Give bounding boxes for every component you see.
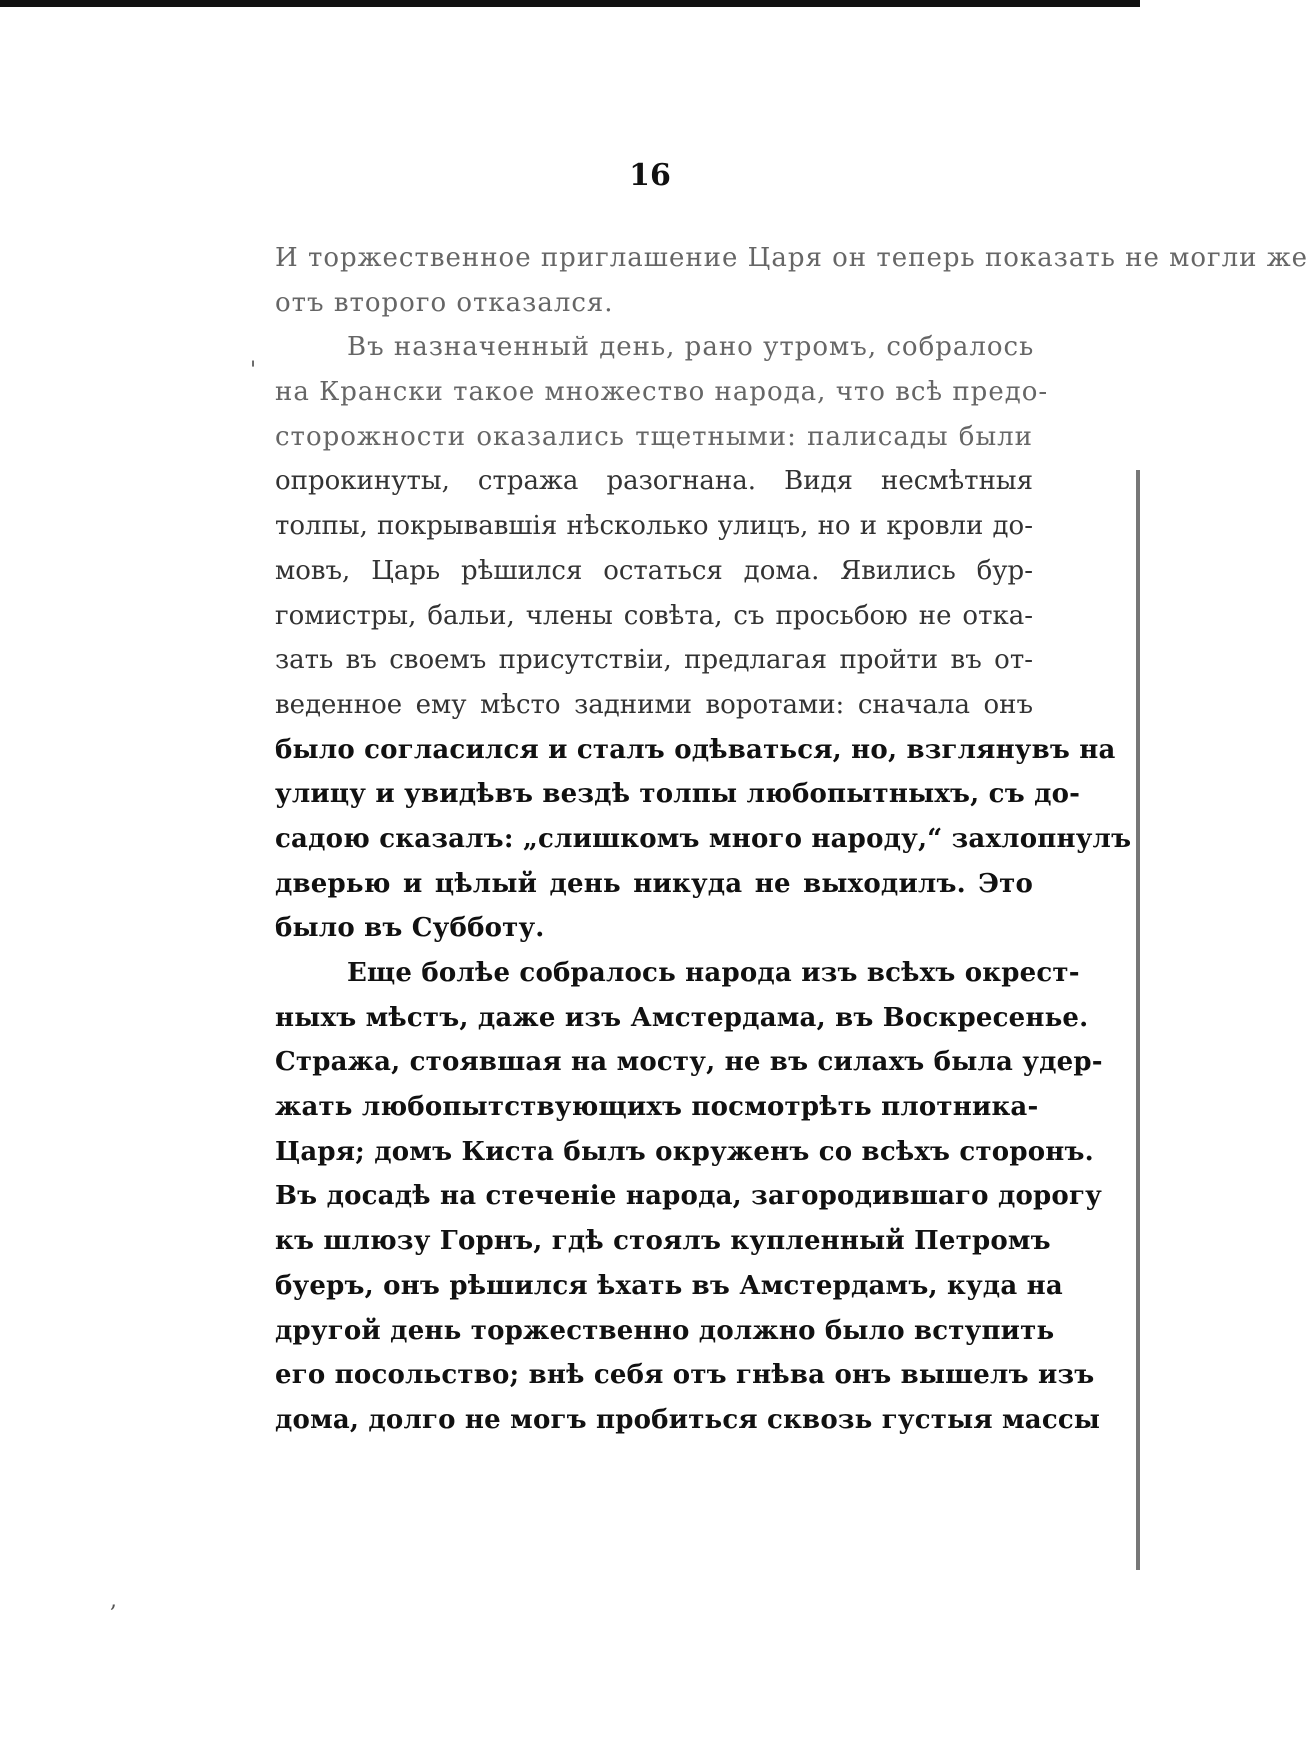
top-border-rule: [0, 0, 1140, 7]
text-line: къ шлюзу Горнъ, гдѣ стоялъ купленный Петромъ: [275, 1226, 1051, 1257]
text-line: И торжественное приглашение Царя он теперь показать не могли же: [275, 243, 1308, 273]
stray-mark: ,: [110, 1588, 117, 1613]
text-line: Стража, стоявшая на мосту, не въ силахъ была удер-: [275, 1047, 1103, 1078]
right-border-rule: [1136, 470, 1140, 1570]
text-line: отъ второго отказался.: [275, 287, 614, 318]
text-line: Въ назначенный день, рано утромъ, собралось: [347, 332, 1035, 363]
text-line: дома, долго не могъ пробиться сквозь густыя массы: [275, 1404, 1101, 1435]
text-line: сторожности оказались тщетными: палисады были: [275, 421, 1033, 452]
text-line: было согласился и сталъ одѣваться, но, взглянувъ на: [275, 734, 1116, 765]
text-line: толпы, покрывавшія нѣсколько улицъ, но и кровли до-: [275, 511, 1033, 542]
text-line: садою сказалъ: „слишкомъ много народу,“ захлопнулъ: [275, 823, 1132, 854]
text-line: жать любопытствующихъ посмотрѣть плотника-: [275, 1092, 1039, 1123]
text-line: его посольство; внѣ себя отъ гнѣва онъ вышелъ изъ: [275, 1360, 1095, 1391]
text-line: Въ досадѣ на стеченіе народа, загородившаго дорогу: [275, 1181, 1102, 1212]
text-line: дверью и цѣлый день никуда не выходилъ. Это: [275, 868, 1033, 899]
text-line: опрокинуты, стража разогнана. Видя несмѣтныя: [275, 466, 1033, 497]
text-line: было въ Субботу.: [275, 913, 545, 944]
page-number: 16: [629, 158, 671, 193]
text-line: буеръ, онъ рѣшился ѣхать въ Амстердамъ, куда на: [275, 1270, 1063, 1301]
text-line: зать въ своемъ присутствіи, предлагая пройти въ от-: [275, 645, 1033, 676]
text-line: улицу и увидѣвъ вездѣ толпы любопытныхъ, съ до-: [275, 779, 1081, 810]
text-line: гомистры, бальи, члены совѣта, съ просьбою не отка-: [275, 600, 1033, 631]
text-line: веденное ему мѣсто задними воротами: сначала онъ: [275, 689, 1033, 720]
stray-mark: ': [250, 358, 257, 383]
body-text: [275, 236, 1308, 1443]
text-line: Еще болѣе собралось народа изъ всѣхъ окрест-: [347, 958, 1080, 988]
text-line: Царя; домъ Киста былъ окруженъ со всѣхъ сторонъ.: [275, 1136, 1094, 1167]
text-line: мовъ, Царь рѣшился остаться дома. Явились бур-: [275, 555, 1033, 586]
text-line: на Крански такое множество народа, что всѣ предо-: [275, 377, 1049, 408]
text-line: ныхъ мѣстъ, даже изъ Амстердама, въ Воскресенье.: [275, 1002, 1089, 1033]
text-line: другой день торжественно должно было вступить: [275, 1315, 1055, 1346]
